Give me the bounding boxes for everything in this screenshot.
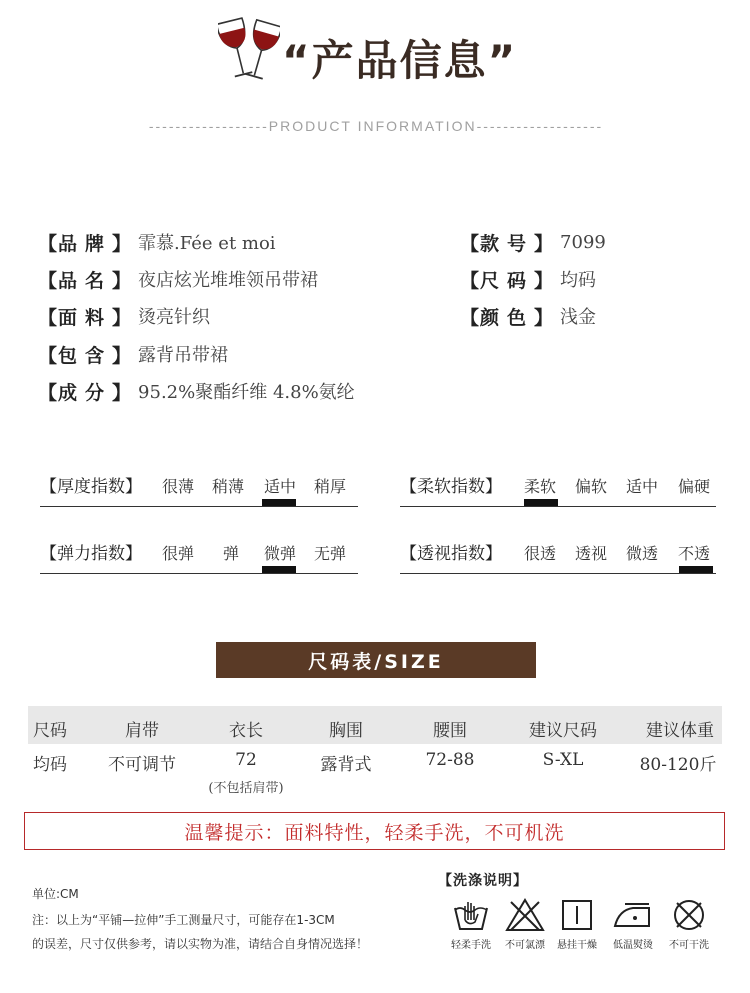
scale-option: 无弹 — [314, 544, 347, 563]
info-value: 浅金 — [560, 307, 597, 328]
scale-option: 稍薄 — [212, 477, 245, 496]
table-cell: 72-88 — [425, 750, 475, 770]
bracket-open: 【 — [38, 232, 59, 255]
info-key: 品牌 — [58, 232, 113, 255]
length-note: (不包括肩带) — [208, 781, 284, 796]
bracket-open: 【 — [38, 344, 59, 367]
scale-option: 很透 — [524, 544, 557, 563]
bracket-open: 【 — [38, 306, 59, 329]
wine-glasses-icon — [218, 12, 280, 92]
info-key: 款号 — [480, 232, 535, 255]
header-cell: 腰围 — [433, 721, 467, 741]
scale-option: 偏硬 — [678, 477, 711, 496]
table-cell: S-XL — [542, 750, 584, 770]
selected-marker — [524, 499, 558, 506]
scale-label: 【柔软指数】 — [400, 477, 502, 497]
scale-option: 微弹 — [264, 544, 297, 563]
scale-option: 适中 — [626, 477, 659, 496]
no-dry-clean-icon — [669, 898, 709, 932]
scale-baseline — [400, 506, 716, 507]
info-row-style-number — [460, 228, 606, 256]
bracket-close: 】 — [112, 306, 133, 329]
info-value: 95.2%聚酯纤维 4.8%氨纶 — [138, 382, 355, 403]
scale-option: 柔软 — [524, 477, 557, 496]
table-cell: 均码 — [33, 755, 67, 775]
info-row-size — [460, 265, 596, 293]
header-cell: 肩带 — [125, 721, 159, 741]
bracket-close: 】 — [112, 232, 133, 255]
wash-item-hang-dry — [552, 898, 602, 951]
header-cell: 建议尺码 — [529, 721, 597, 741]
scale-option: 偏软 — [575, 477, 608, 496]
info-row-color — [460, 302, 596, 330]
scale-baseline — [40, 506, 358, 507]
wash-label: 不可氯漂 — [505, 940, 545, 951]
selected-marker — [262, 566, 296, 573]
info-value: 烫亮针织 — [138, 307, 211, 328]
wash-label: 轻柔手洗 — [451, 940, 491, 951]
scale-label: 【弹力指数】 — [40, 544, 142, 564]
thickness-index — [40, 472, 358, 512]
bracket-open: 【 — [460, 232, 481, 255]
table-cell: 72 — [235, 750, 257, 770]
info-row-includes — [38, 340, 228, 368]
elasticity-index — [40, 539, 358, 579]
scale-option: 很薄 — [162, 477, 195, 496]
measurement-note-line2: 的误差，尺寸仅供参考，请以实物为准，请结合自身情况选择！ — [32, 937, 369, 951]
info-key: 尺码 — [480, 269, 535, 292]
bracket-open: 【 — [38, 269, 59, 292]
care-tip-banner: 温馨提示：面料特性，轻柔手洗，不可机洗 — [24, 812, 725, 850]
info-value: 露背吊带裙 — [138, 345, 229, 366]
scale-option: 透视 — [575, 544, 608, 563]
wash-label: 悬挂干燥 — [557, 940, 597, 951]
scale-option: 很弹 — [162, 544, 195, 563]
bracket-close: 】 — [534, 306, 555, 329]
table-cell: 露背式 — [320, 755, 372, 775]
size-table-banner: 尺码表/SIZE — [216, 642, 536, 678]
bracket-close: 】 — [534, 269, 555, 292]
table-cell: 80-120斤 — [639, 755, 717, 775]
bracket-open: 【 — [460, 306, 481, 329]
info-key: 颜色 — [480, 306, 535, 329]
info-row-fabric — [38, 302, 210, 330]
info-key: 包含 — [58, 344, 113, 367]
wash-label: 不可干洗 — [669, 940, 709, 951]
scale-option: 稍厚 — [314, 477, 347, 496]
wash-item-low-iron — [608, 898, 658, 951]
scale-label: 【透视指数】 — [400, 544, 502, 564]
wash-item-no-bleach — [500, 898, 550, 951]
header-cell: 建议体重 — [646, 721, 714, 741]
bracket-close: 】 — [112, 344, 133, 367]
scale-option: 不透 — [678, 544, 711, 563]
info-value: 7099 — [560, 231, 606, 253]
header-cell: 胸围 — [329, 721, 363, 741]
no-bleach-icon — [505, 898, 545, 932]
washing-title: 【洗涤说明】 — [438, 873, 528, 889]
scale-option: 适中 — [264, 477, 297, 496]
info-row-brand — [38, 228, 276, 256]
hand-wash-icon — [451, 898, 491, 932]
info-value: 夜店炫光堆堆领吊带裙 — [138, 270, 319, 291]
info-key: 成分 — [58, 381, 113, 404]
info-value: 霏慕.Fée et moi — [138, 233, 276, 254]
softness-index — [400, 472, 716, 512]
bracket-open: 【 — [38, 381, 59, 404]
transparency-index — [400, 539, 716, 579]
table-cell: 不可调节 — [108, 755, 176, 775]
wash-item-hand-wash — [446, 898, 496, 951]
hang-dry-icon — [557, 898, 597, 932]
bracket-close: 】 — [112, 381, 133, 404]
scale-option: 弹 — [223, 544, 240, 563]
scale-baseline — [40, 573, 358, 574]
page-title: “产品信息” — [282, 36, 518, 85]
section-subtitle: ------------------PRODUCT INFORMATION------------------- — [148, 118, 604, 134]
measurement-note-line1: 注：以上为“平铺—拉伸”手工测量尺寸，可能存在1-3CM — [32, 913, 335, 927]
scale-baseline — [400, 573, 716, 574]
unit-note: 单位:CM — [32, 887, 79, 901]
wash-item-no-dry-clean — [664, 898, 714, 951]
scale-option: 微透 — [626, 544, 659, 563]
bracket-open: 【 — [460, 269, 481, 292]
wash-label: 低温熨烫 — [613, 940, 653, 951]
info-row-composition — [38, 377, 355, 405]
scale-label: 【厚度指数】 — [40, 477, 142, 497]
header-cell: 衣长 — [229, 721, 263, 741]
low-iron-icon — [611, 898, 655, 932]
bracket-close: 】 — [534, 232, 555, 255]
info-key: 面料 — [58, 306, 113, 329]
selected-marker — [679, 566, 713, 573]
selected-marker — [262, 499, 296, 506]
bracket-close: 】 — [112, 269, 133, 292]
header-cell: 尺码 — [33, 721, 67, 741]
info-key: 品名 — [58, 269, 113, 292]
info-value: 均码 — [560, 270, 597, 291]
info-row-product-name — [38, 265, 318, 293]
